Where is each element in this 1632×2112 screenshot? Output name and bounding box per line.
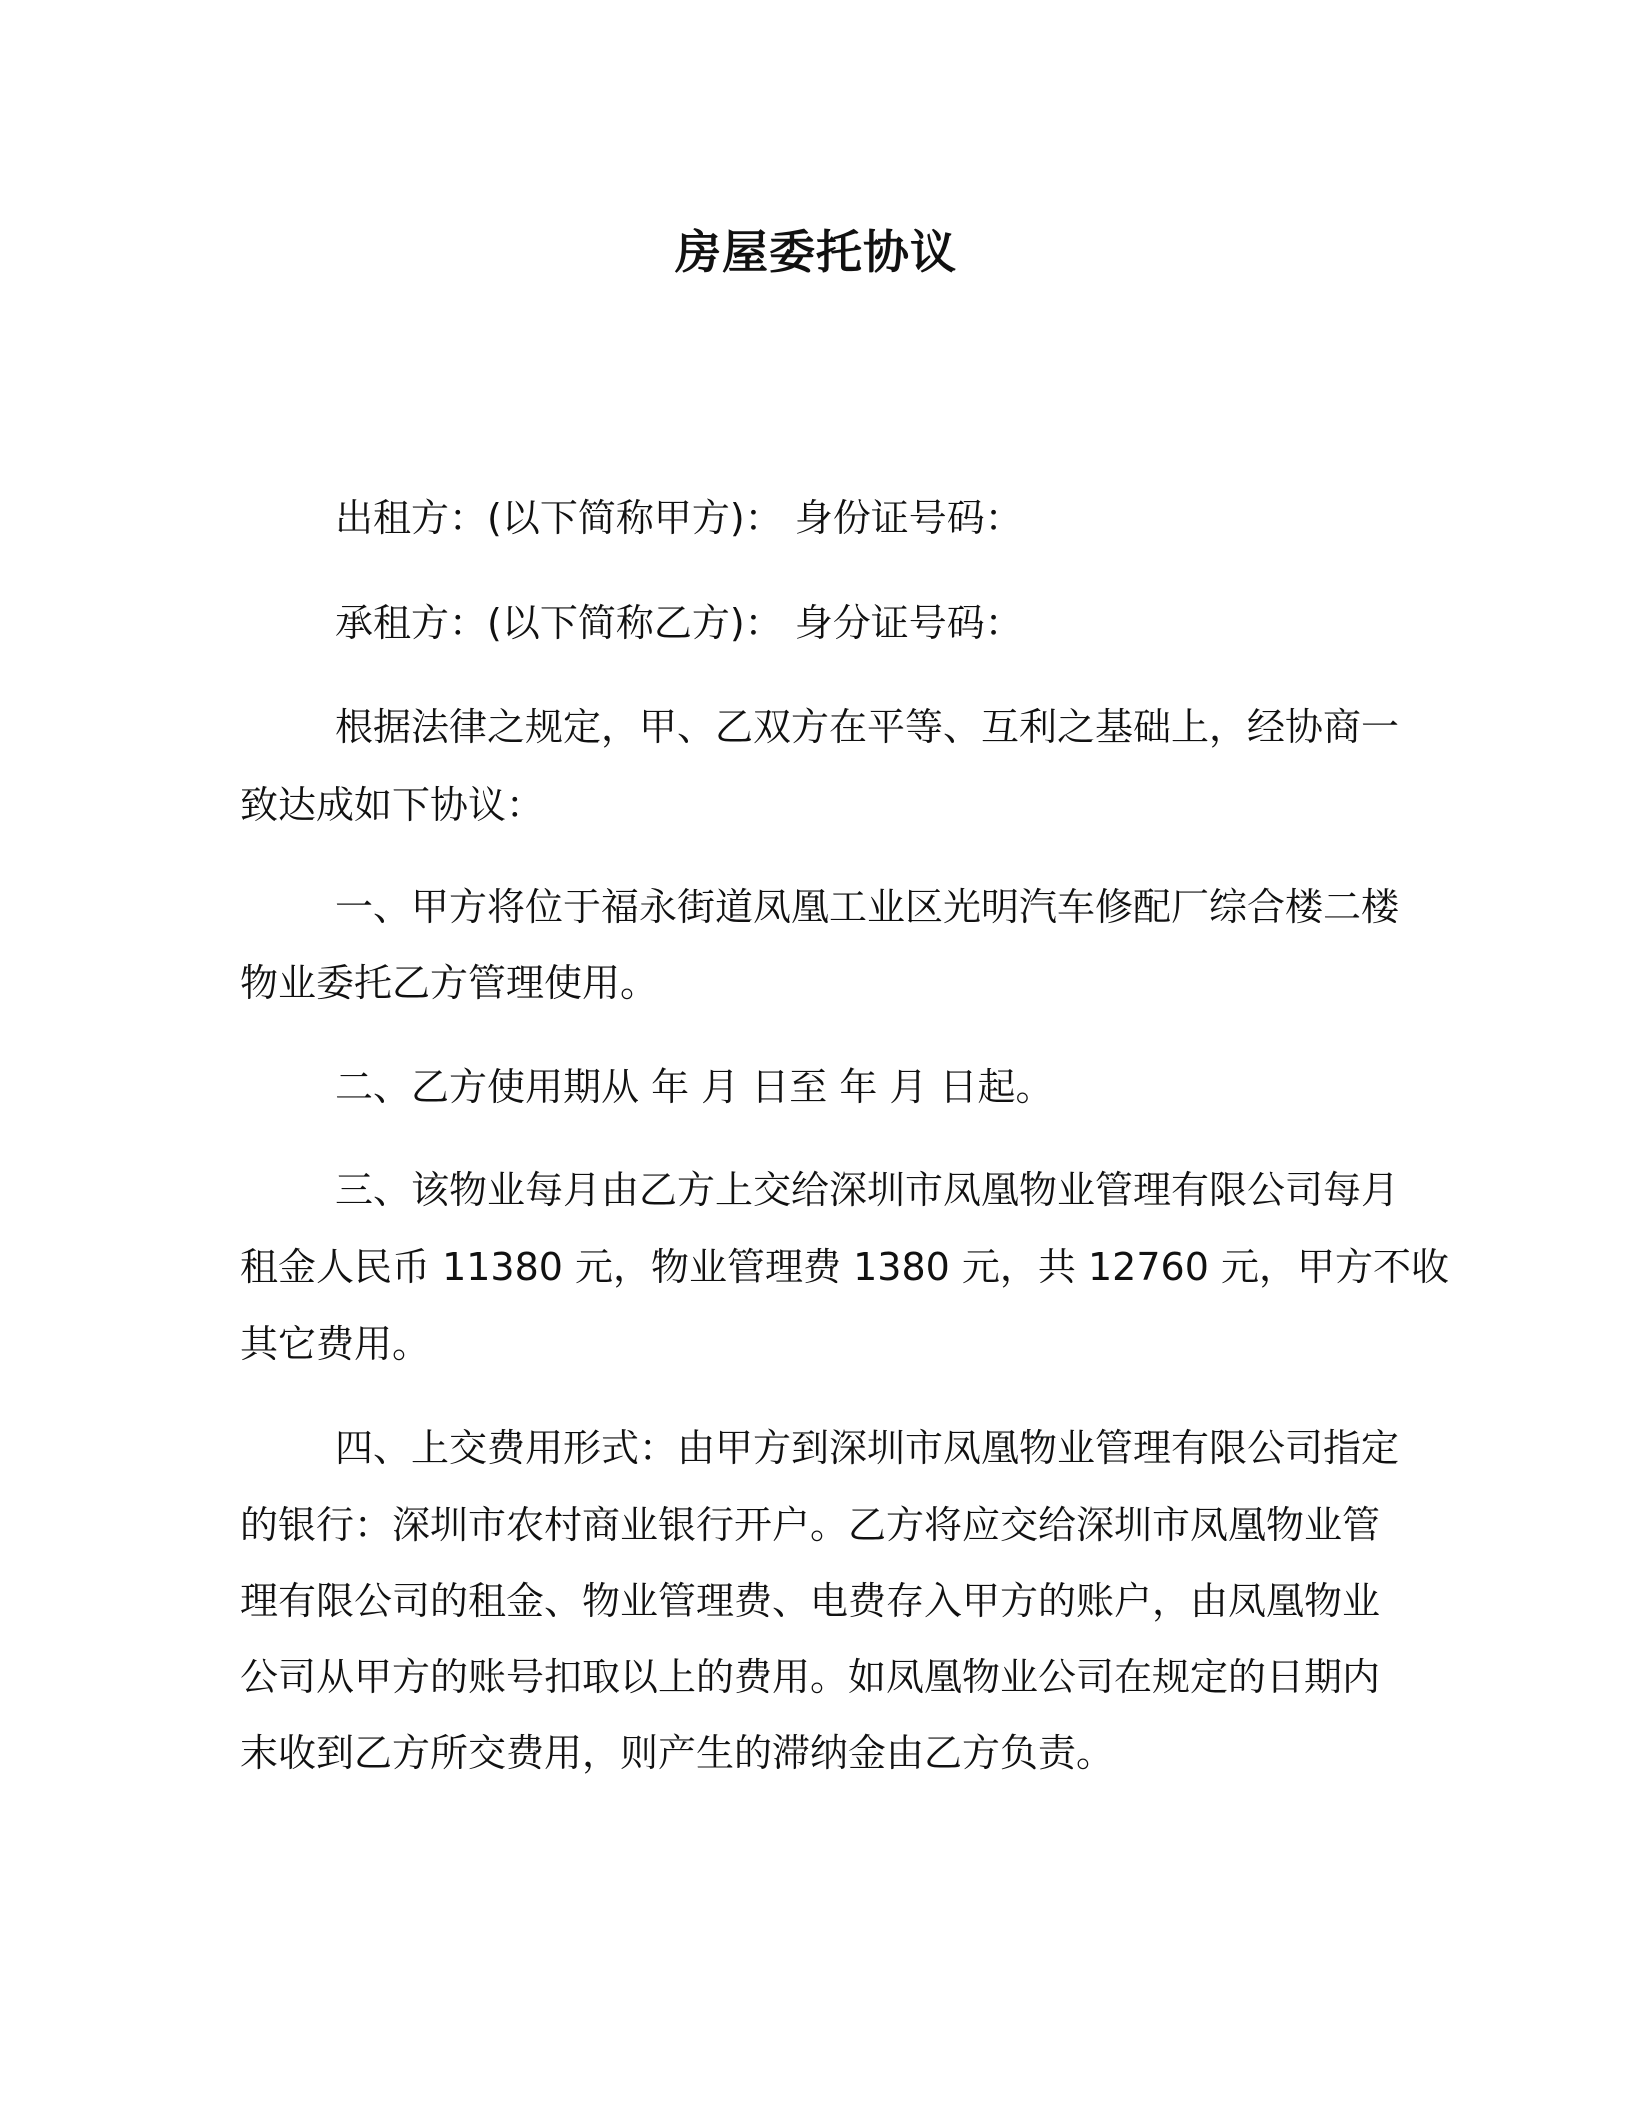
lessor-line: 出租方：(以下简称甲方)： 身份证号码： <box>335 496 1023 540</box>
preamble-line-1: 根据法律之规定，甲、乙双方在平等、互利之基础上，经协商一 <box>335 705 1400 749</box>
clause-1-line-1: 一、甲方将位于福永街道凤凰工业区光明汽车修配厂综合楼二楼 <box>335 885 1400 929</box>
clause-2-line-1: 二、乙方使用期从 年 月 日至 年 月 日起。 <box>335 1065 1054 1109</box>
document-title: 房屋委托协议 <box>675 225 957 279</box>
clause-4-line-2: 的银行：深圳市农村商业银行开户。乙方将应交给深圳市凤凰物业管 <box>240 1503 1381 1547</box>
clause-3-line-3: 其它费用。 <box>240 1322 431 1366</box>
clause-4-line-1: 四、上交费用形式：由甲方到深圳市凤凰物业管理有限公司指定 <box>335 1426 1400 1470</box>
clause-4-line-5: 末收到乙方所交费用，则产生的滞纳金由乙方负责。 <box>240 1731 1115 1775</box>
clause-3-line-1: 三、该物业每月由乙方上交给深圳市凤凰物业管理有限公司每月 <box>335 1168 1400 1212</box>
preamble-line-2: 致达成如下协议： <box>240 783 545 827</box>
clause-3-line-2: 租金人民币 11380 元，物业管理费 1380 元，共 12760 元，甲方不收 <box>240 1245 1449 1289</box>
clause-4-line-3: 理有限公司的租金、物业管理费、电费存入甲方的账户，由凤凰物业 <box>240 1579 1381 1623</box>
clause-1-line-2: 物业委托乙方管理使用。 <box>240 961 659 1005</box>
lessee-line: 承租方：(以下简称乙方)： 身分证号码： <box>335 601 1023 645</box>
clause-4-line-4: 公司从甲方的账号扣取以上的费用。如凤凰物业公司在规定的日期内 <box>240 1655 1381 1699</box>
